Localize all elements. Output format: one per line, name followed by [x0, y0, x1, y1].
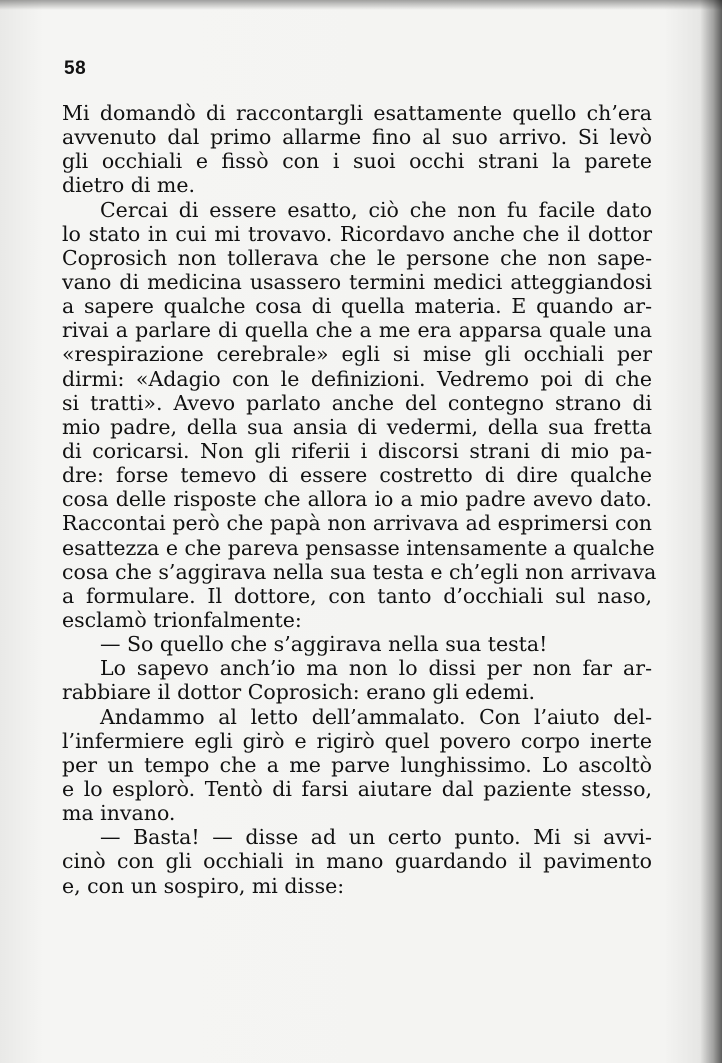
text-line: per un tempo che a me parve lunghissimo. Lo ascoltò	[62, 752, 652, 777]
text-line: ma invano.	[62, 801, 176, 826]
text-line: l’infermiere egli girò e rigirò quel povero corpo inerte	[62, 728, 652, 753]
text-line: dirmi: «Adagio con le definizioni. Vedremo poi di che	[62, 366, 652, 391]
text-line: Cercai di essere esatto, ciò che non fu facile dato	[100, 197, 652, 222]
text-line: e, con un sospiro, mi disse:	[62, 873, 345, 898]
text-line: esclamò trionfalmente:	[62, 607, 302, 632]
text-line: rivai a parlare di quella che a me era apparsa quale una	[62, 318, 652, 343]
text-line: avvenuto dal primo allarme fino al suo arrivo. Si levò	[62, 125, 652, 150]
text-line: rabbiare il dottor Coprosich: erano gli edemi.	[62, 680, 536, 705]
text-line: vano di medicina usassero termini medici atteggiandosi	[62, 269, 652, 294]
text-line: a formulare. Il dottore, con tanto d’occhiali sul naso,	[62, 583, 652, 608]
text-line: cosa delle risposte che allora io a mio padre avevo dato.	[62, 487, 652, 512]
text-line: — Basta! — disse ad un certo punto. Mi si avvi-	[100, 825, 652, 850]
text-line: dietro di me.	[62, 173, 195, 198]
text-line: cosa che s’aggirava nella sua testa e ch’egli non arrivava	[62, 559, 657, 584]
text-line: Lo sapevo anch’io ma non lo dissi per non far ar-	[100, 656, 652, 681]
text-line: mio padre, della sua ansia di vedermi, della sua fretta	[62, 414, 652, 439]
text-line: dre: forse temevo di essere costretto di dire qualche	[62, 463, 652, 488]
text-line: di coricarsi. Non gli riferii i discorsi strani di mio pa-	[62, 438, 652, 463]
text-line: Raccontai però che papà non arrivava ad esprimersi con	[62, 511, 652, 536]
text-line: e lo esplorò. Tentò di farsi aiutare dal paziente stesso,	[62, 776, 652, 801]
text-line: Andammo al letto dell’ammalato. Con l’aiuto del-	[100, 704, 652, 729]
text-line: esattezza e che pareva pensasse intensamente a qualche	[62, 535, 655, 560]
page-binding-shadow	[700, 0, 722, 1063]
text-line: — So quello che s’aggirava nella sua testa!	[100, 632, 548, 657]
page-number: 58	[64, 58, 87, 79]
text-line: a sapere qualche cosa di quella materia. E quando ar-	[62, 294, 652, 319]
body-text	[62, 101, 657, 898]
page-top-shadow	[0, 0, 722, 10]
text-line: si tratti». Avevo parlato anche del contegno strano di	[62, 390, 652, 415]
text-line: Coprosich non tollerava che le persone che non sape-	[62, 245, 652, 270]
text-line: lo stato in cui mi trovavo. Ricordavo anche che il dottor	[62, 221, 652, 246]
text-line: cinò con gli occhiali in mano guardando il pavimento	[62, 849, 652, 874]
text-line: gli occhiali e fissò con i suoi occhi strani la parete	[62, 149, 652, 174]
text-line: Mi domandò di raccontargli esattamente quello ch’era	[62, 101, 652, 125]
text-line: «respirazione cerebrale» egli si mise gli occhiali per	[62, 342, 652, 367]
